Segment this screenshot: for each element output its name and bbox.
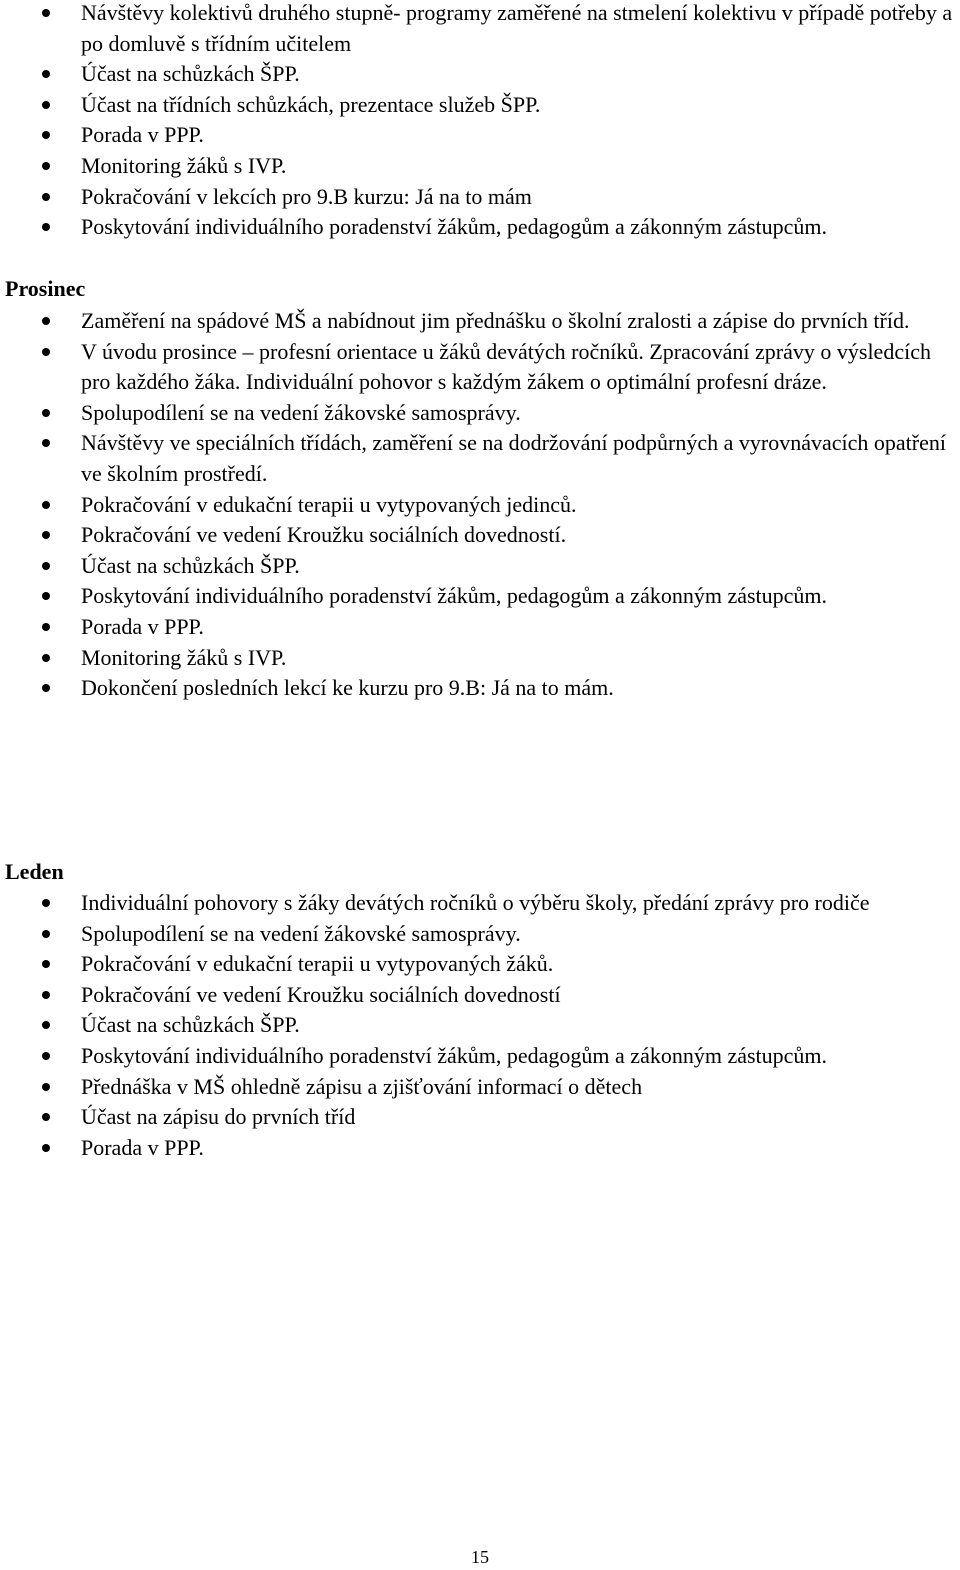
bullet-icon (42, 348, 50, 356)
list-item-text: Poskytování individuálního poradenství žákům, pedagogům a zákonným zástupcům. (81, 214, 828, 240)
list-item-text: Zaměření na spádové MŠ a nabídnout jim přednášku o školní zralosti a zápise do prvních tříd. (81, 308, 910, 333)
list-item (0, 919, 960, 950)
november-list (0, 0, 960, 243)
list-item-text: Monitoring žáků s IVP. (81, 644, 287, 670)
bullet-icon (42, 562, 50, 570)
bullet-icon (42, 960, 50, 968)
list-item-text: Návštěvy kolektivů druhého stupně- programy zaměřené na stmelení kolektivu v případě potřeby a po domluvě s třídním učitelem (81, 0, 953, 56)
bullet-icon (42, 131, 50, 139)
list-item-text: Účast na schůzkách ŠPP. (81, 1012, 300, 1038)
list-item (0, 1041, 960, 1072)
bullet-icon (42, 70, 50, 78)
list-item-text: Poskytování individuálního poradenství žákům, pedagogům a zákonným zástupcům. (81, 583, 828, 609)
list-item (0, 643, 960, 674)
list-item-text: Individuální pohovory s žáky devátých ročníků o výběru školy, předání zprávy pro rodiče (81, 890, 870, 915)
list-item-text: Pokračování v edukační terapii u vytypovaných jedinců. (81, 491, 577, 517)
list-item-text: Pokračování ve vedení Kroužku sociálních dovedností. (81, 522, 567, 548)
list-item (0, 673, 960, 704)
list-item-text: Poskytování individuálního poradenství žákům, pedagogům a zákonným zástupcům. (81, 1042, 828, 1068)
leden-list (0, 888, 960, 1163)
list-item-text: Monitoring žáků s IVP. (81, 152, 287, 178)
prosinec-list (0, 306, 960, 704)
bullet-icon (42, 1144, 50, 1152)
list-item (0, 581, 960, 612)
bullet-icon (42, 1021, 50, 1029)
page-number: 15 (471, 1547, 489, 1567)
list-item (0, 306, 960, 337)
bullet-icon (42, 623, 50, 631)
list-item-text: Návštěvy ve speciálních třídách, zaměření se na dodržování podpůrných a vyrovnávacích opatření ve školním prostředí. (81, 430, 946, 486)
list-item-text: Dokončení posledních lekcí ke kurzu pro 9.B: Já na to mám. (81, 675, 614, 701)
list-item (0, 1133, 960, 1164)
list-item (0, 182, 960, 213)
bullet-icon (42, 317, 50, 325)
bullet-icon (42, 1113, 50, 1121)
list-item (0, 551, 960, 582)
section-heading-prosinec: Prosinec (5, 276, 86, 301)
list-item-text: Účast na schůzkách ŠPP. (81, 61, 300, 87)
list-item-text: Spolupodílení se na vedení žákovské samosprávy. (81, 399, 521, 425)
list-item-text: Porada v PPP. (81, 122, 204, 148)
list-item (0, 980, 960, 1011)
bullet-icon (42, 592, 50, 600)
bullet-icon (42, 930, 50, 938)
list-item (0, 520, 960, 551)
list-item (0, 337, 960, 398)
bullet-icon (42, 101, 50, 109)
list-item (0, 120, 960, 151)
list-item-text: Přednáška v MŠ ohledně zápisu a zjišťování informací o dětech (81, 1073, 643, 1099)
bullet-icon (42, 899, 50, 907)
list-item-text: Porada v PPP. (81, 1134, 204, 1160)
bullet-icon (42, 162, 50, 170)
list-item (0, 428, 960, 489)
bullet-icon (42, 1083, 50, 1091)
list-item-text: Účast na schůzkách ŠPP. (81, 552, 300, 578)
list-item-text: Pokračování v lekcích pro 9.B kurzu: Já na to mám (81, 183, 532, 209)
list-item (0, 398, 960, 429)
list-item (0, 59, 960, 90)
list-item (0, 212, 960, 243)
bullet-icon (42, 531, 50, 539)
bullet-icon (42, 223, 50, 231)
list-item-text: Porada v PPP. (81, 613, 204, 639)
list-item (0, 490, 960, 521)
bullet-icon (42, 501, 50, 509)
section-heading-leden: Leden (5, 859, 64, 884)
list-item (0, 612, 960, 643)
list-item (0, 888, 960, 919)
bullet-icon (42, 193, 50, 201)
bullet-icon (42, 9, 50, 17)
list-item (0, 0, 960, 59)
list-item (0, 90, 960, 121)
bullet-icon (42, 439, 50, 447)
list-item (0, 1010, 960, 1041)
list-item (0, 151, 960, 182)
bullet-icon (42, 654, 50, 662)
list-item (0, 1072, 960, 1103)
list-item-text: Pokračování ve vedení Kroužku sociálních dovedností (81, 981, 561, 1007)
list-item-text: Účast na třídních schůzkách, prezentace služeb ŠPP. (81, 91, 541, 117)
list-item (0, 949, 960, 980)
list-item-text: Spolupodílení se na vedení žákovské samosprávy. (81, 920, 521, 946)
list-item-text: Účast na zápisu do prvních tříd (81, 1104, 356, 1130)
list-item (0, 1102, 960, 1133)
bullet-icon (42, 991, 50, 999)
bullet-icon (42, 684, 50, 692)
bullet-icon (42, 1052, 50, 1060)
bullet-icon (42, 409, 50, 417)
list-item-text: Pokračování v edukační terapii u vytypovaných žáků. (81, 951, 554, 977)
list-item-text: V úvodu prosince – profesní orientace u žáků devátých ročníků. Zpracování zprávy o výsledcích pro každého žáka. Individuální pohovor s každým žákem o optimální profesní dráze. (81, 338, 931, 395)
